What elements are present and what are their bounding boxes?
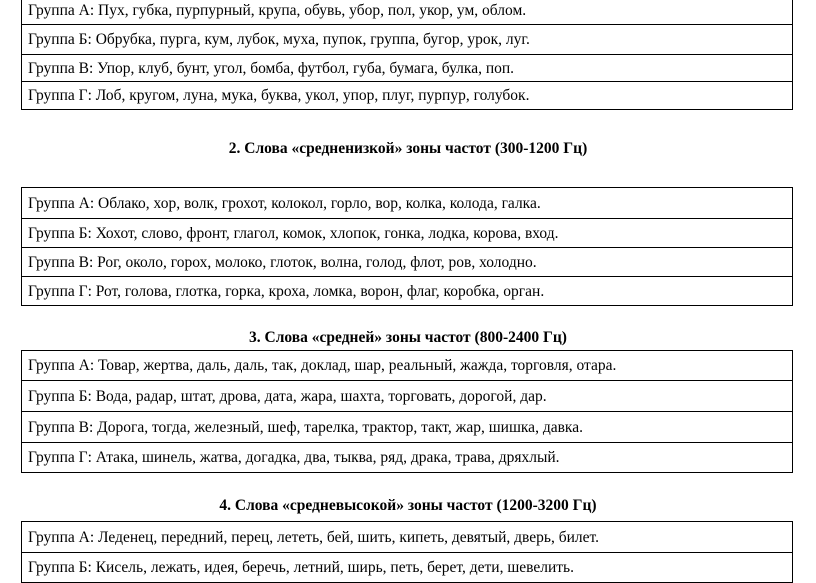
section-heading-4: 4. Слова «средневысокой» зоны частот (1200-3200 Гц)	[219, 497, 597, 514]
table-cell: Группа Г: Рот, голова, глотка, горка, кроха, ломка, ворон, флаг, коробка, орган.	[22, 277, 793, 306]
table-row	[22, 381, 793, 412]
table-row	[22, 55, 793, 82]
table-row	[22, 248, 793, 277]
table-cell: Группа А: Облако, хор, волк, грохот, колокол, горло, вор, колка, колода, галка.	[22, 188, 793, 219]
section-heading-3: 3. Слова «средней» зоны частот (800-2400 Гц)	[249, 329, 567, 346]
word-table-section-3	[21, 350, 793, 473]
table-row	[22, 277, 793, 306]
word-table-section-2	[21, 187, 793, 306]
table-cell: Группа Б: Вода, радар, штат, дрова, дата, жара, шахта, торговать, дорогой, дар.	[22, 381, 793, 412]
table-row	[22, 351, 793, 381]
word-table-section-4	[21, 521, 793, 583]
table-row	[22, 522, 793, 553]
table-cell: Группа Б: Хохот, слово, фронт, глагол, комок, хлопок, гонка, лодка, корова, вход.	[22, 219, 793, 248]
table-cell: Группа В: Дорога, тогда, железный, шеф, тарелка, трактор, такт, жар, шишка, давка.	[22, 412, 793, 443]
table-cell: Группа Г: Атака, шинель, жатва, догадка, два, тыква, ряд, драка, трава, дряхлый.	[22, 443, 793, 473]
table-cell: Группа Г: Лоб, кругом, луна, мука, буква, укол, упор, плуг, пурпур, голубок.	[22, 82, 793, 110]
table-row	[22, 553, 793, 583]
word-table-section-1	[21, 0, 793, 110]
table-row	[22, 25, 793, 55]
table-row	[22, 443, 793, 473]
table-cell: Группа В: Упор, клуб, бунт, угол, бомба, футбол, губа, бумага, булка, поп.	[22, 55, 793, 82]
table-cell: Группа Б: Кисель, лежать, идея, беречь, летний, ширь, петь, берет, дети, шевелить.	[22, 553, 793, 583]
table-row	[22, 0, 793, 25]
table-row	[22, 412, 793, 443]
table-cell: Группа А: Пух, губка, пурпурный, крупа, обувь, убор, пол, укор, ум, облом.	[22, 0, 793, 25]
table-cell: Группа Б: Обрубка, пурга, кум, лубок, муха, пупок, группа, бугор, урок, луг.	[22, 25, 793, 55]
table-row	[22, 219, 793, 248]
section-heading-2: 2. Слова «средненизкой» зоны частот (300-1200 Гц)	[228, 140, 588, 157]
table-row	[22, 82, 793, 110]
table-cell: Группа А: Леденец, передний, перец, лететь, бей, шить, кипеть, девятый, дверь, билет.	[22, 522, 793, 553]
table-cell: Группа В: Рог, около, горох, молоко, глоток, волна, голод, флот, ров, холодно.	[22, 248, 793, 277]
table-row	[22, 188, 793, 219]
table-cell: Группа А: Товар, жертва, даль, даль, так, доклад, шар, реальный, жажда, торговля, отара.	[22, 351, 793, 381]
